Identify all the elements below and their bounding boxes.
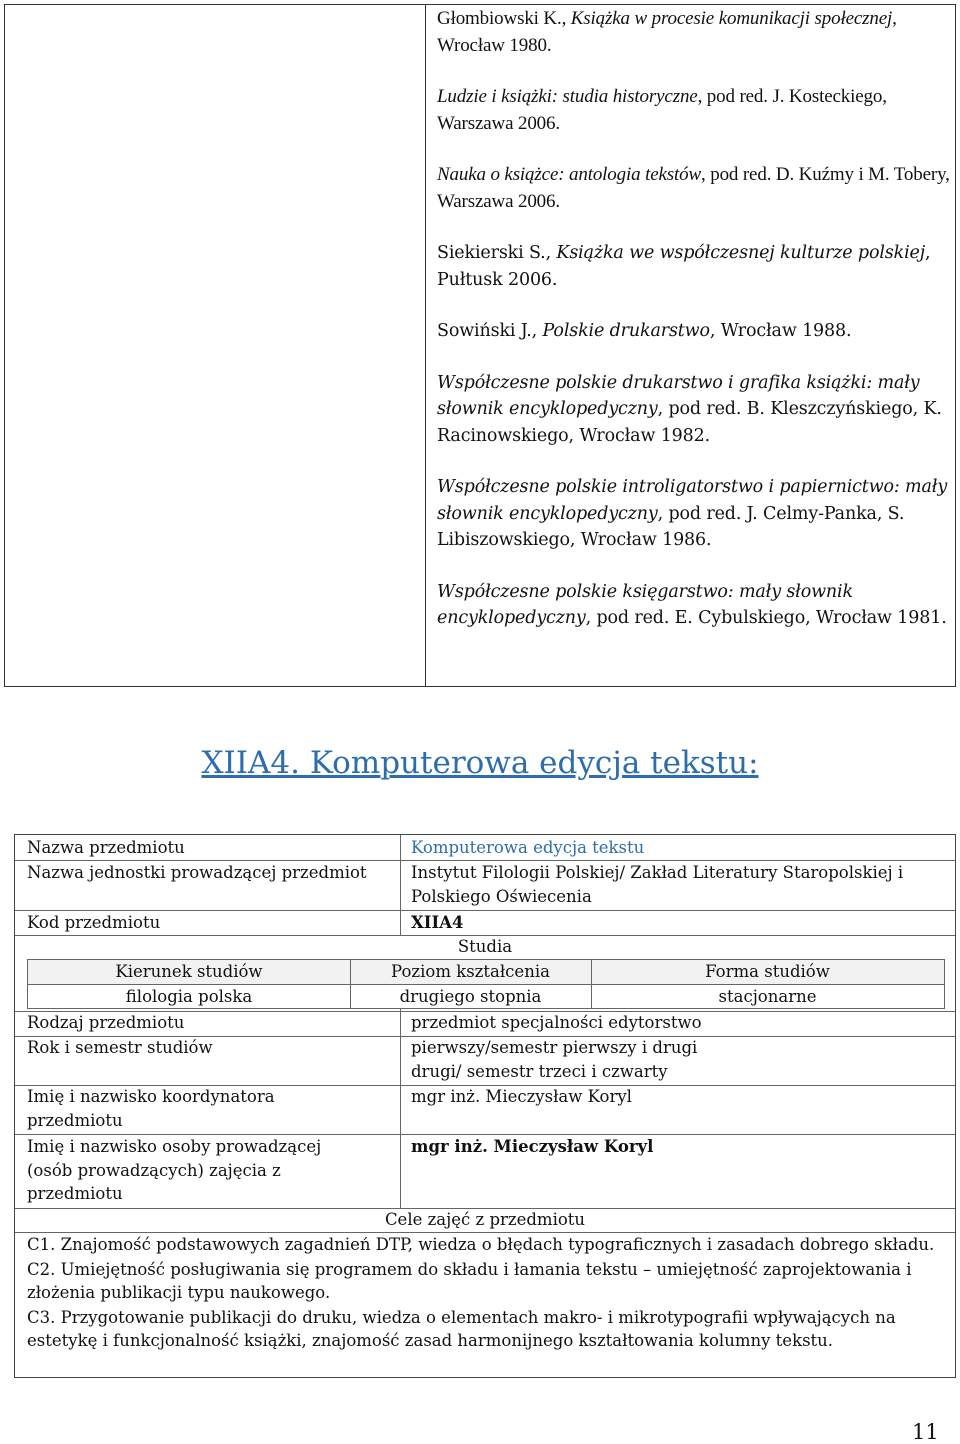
code-label: Kod przedmiotu (27, 913, 161, 932)
code-value: XIIA4 (411, 913, 464, 932)
year-value-1: pierwszy/semestr pierwszy i drugi (411, 1038, 698, 1057)
goals-header: Cele zajęć z przedmiotu (384, 1210, 586, 1229)
bibliography-entry: Głombiowski K., Książka w procesie komunikacji społecznej, Wrocław 1980. (437, 8, 897, 56)
coordinator-value: mgr inż. Mieczysław Koryl (411, 1087, 632, 1106)
bibliography-entry: Sowiński J., Polskie drukarstwo, Wrocław 1988. (437, 321, 852, 341)
unit-label: Nazwa jednostki prowadzącej przedmiot (27, 863, 367, 882)
type-label: Rodzaj przedmiotu (27, 1013, 185, 1032)
coordinator-label: Imię i nazwisko koordynatora przedmiotu (27, 1087, 275, 1130)
studies-col-level: Poziom kształcenia (391, 962, 550, 981)
studies-col-field: Kierunek studiów (115, 962, 263, 981)
teacher-value: mgr inż. Mieczysław Koryl (411, 1137, 654, 1156)
type-value: przedmiot specjalności edytorstwo (411, 1013, 702, 1032)
bibliography-divider (425, 4, 426, 687)
year-label: Rok i semestr studiów (27, 1038, 213, 1057)
section-heading: XIIA4. Komputerowa edycja tekstu: (201, 745, 759, 781)
studies-col-form: Forma studiów (705, 962, 830, 981)
goals-list (27, 1233, 945, 1354)
column-divider (400, 1009, 401, 1209)
goal-item: C2. Umiejętność posługiwania się programem do składu i łamania tekstu – umiejętność zaprojektowania i złożenia publikacji typu naukowego. (27, 1259, 912, 1303)
teacher-label: Imię i nazwisko osoby prowadzącej (osób prowadzących) zajęcia z przedmiotu (27, 1137, 322, 1204)
studies-field-value: filologia polska (125, 987, 253, 1006)
column-divider (400, 835, 401, 935)
bibliography-entry: Ludzie i książki: studia historyczne, pod red. J. Kosteckiego, Warszawa 2006. (437, 86, 887, 134)
subject-name-value: Komputerowa edycja tekstu (411, 838, 645, 857)
year-value-2: drugi/ semestr trzeci i czwarty (411, 1062, 668, 1081)
subject-name-label: Nazwa przedmiotu (27, 838, 185, 857)
page-number: 11 (912, 1420, 939, 1444)
syllabus-table (14, 834, 956, 1378)
bibliography-entry: Współczesne polskie księgarstwo: mały słownik encyklopedyczny, pod red. E. Cybulskiego, Wrocław 1981. (437, 581, 947, 628)
bibliography-entry: Siekierski S., Książka we współczesnej kulturze polskiej, Pułtusk 2006. (437, 243, 931, 290)
unit-value: Instytut Filologii Polskiej/ Zakład Literatury Staropolskiej i Polskiego Oświecenia (411, 863, 904, 906)
studies-table (27, 959, 945, 1009)
bibliography-list (437, 4, 952, 657)
studies-header: Studia (457, 937, 513, 956)
goal-item: C3. Przygotowanie publikacji do druku, wiedza o elementach makro- i mikrotypografii wpływających na estetykę i funkcjonalność książki, znajomość zasad harmonijnego kształtowania kolumny tekstu. (27, 1307, 896, 1351)
studies-level-value: drugiego stopnia (399, 987, 542, 1006)
goal-item: C1. Znajomość podstawowych zagadnień DTP, wiedza o błędach typograficznych i zasadach dobrego składu. (27, 1235, 935, 1254)
bibliography-entry: Współczesne polskie drukarstwo i grafika książki: mały słownik encyklopedyczny, pod red. B. Kleszczyńskiego, K. Racinowskiego, Wrocław 1982. (437, 372, 942, 446)
bibliography-entry: Współczesne polskie introligatorstwo i papiernictwo: mały słownik encyklopedyczny, pod red. J. Celmy-Panka, S. Libiszowskiego, Wrocław 1986. (437, 477, 948, 550)
bibliography-entry: Nauka o książce: antologia tekstów, pod red. D. Kuźmy i M. Tobery, Warszawa 2006. (437, 164, 950, 212)
studies-form-value: stacjonarne (718, 987, 817, 1006)
